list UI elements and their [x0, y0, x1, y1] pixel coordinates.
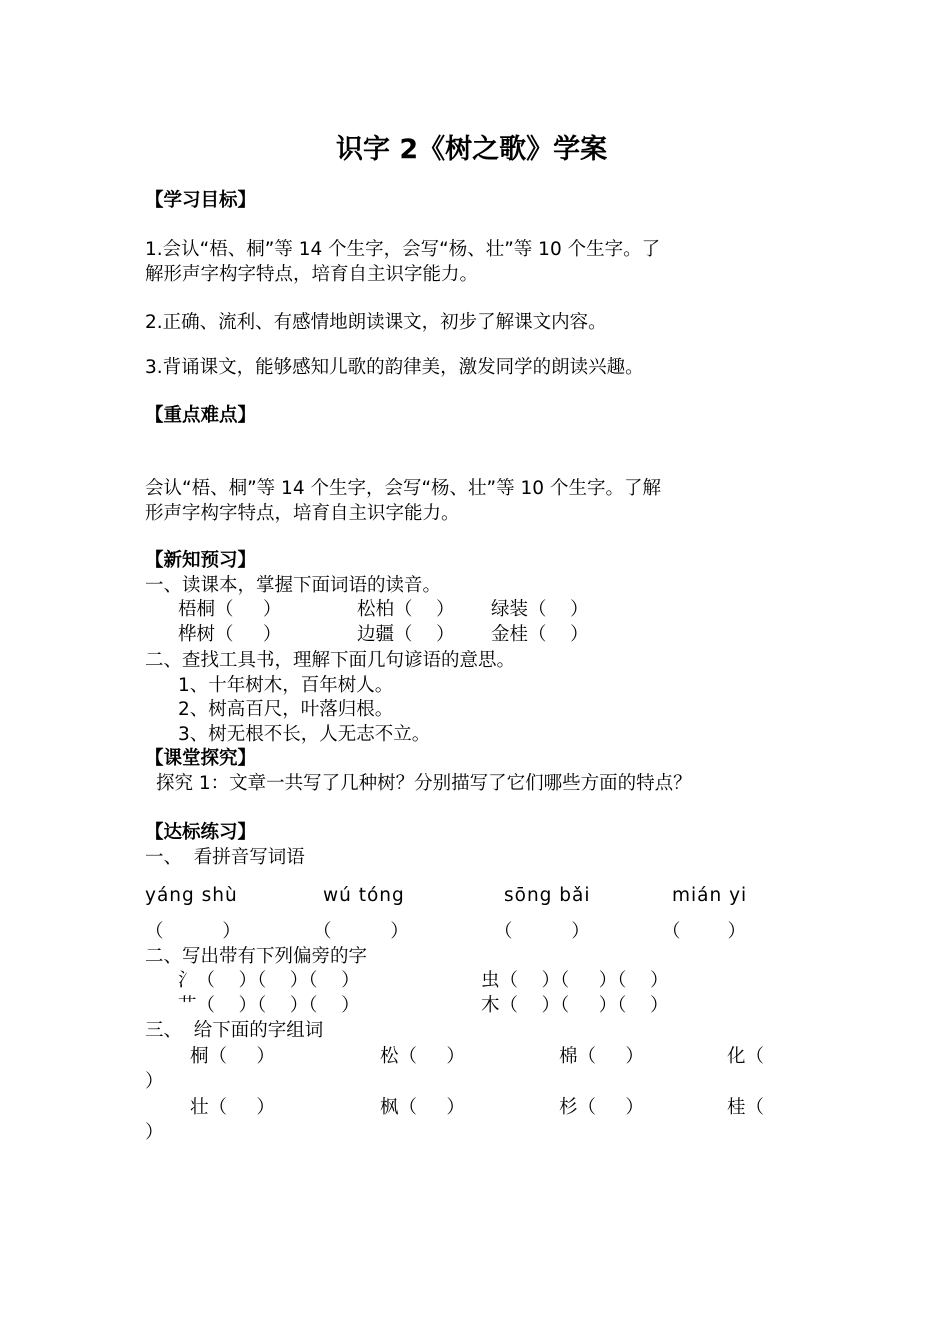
answer-blank: （ ）	[145, 921, 241, 942]
reading-item: 桦树（ ）	[178, 624, 282, 645]
proverb-item: 2、树高百尺，叶落归根。	[178, 699, 394, 720]
word-group-item: 松（ ）	[380, 1046, 465, 1067]
word-group-item: 枫（ ）	[380, 1097, 465, 1118]
objective-line-2: 解形声字构字特点，培育自主识字能力。	[145, 264, 479, 285]
reading-item: 绿装（ ）	[491, 599, 589, 620]
preview-question-1: 一、读课本，掌握下面词语的读音。	[145, 575, 442, 596]
pinyin-item: sōng bǎi	[504, 885, 591, 906]
word-group-item: 棉（ ）	[559, 1046, 644, 1067]
pinyin-item: mián yi	[672, 885, 748, 906]
word-group-close: ）	[145, 1122, 164, 1143]
radical-row: 艹（ ）（ ）（ ）	[178, 995, 360, 1016]
proverb-item: 1、十年树木，百年树人。	[178, 675, 394, 696]
word-group-item: 化（	[727, 1046, 765, 1067]
radical-row: 虫（ ）（ ）（ ）	[481, 970, 669, 991]
page-title: 识字 2《树之歌》学案	[336, 134, 608, 165]
radical-row: 木（ ）（ ）（ ）	[481, 995, 669, 1016]
explore-question: 探究 1：文章一共写了几种树？分别描写了它们哪些方面的特点？	[156, 773, 692, 794]
preview-heading: 【新知预习】	[145, 550, 257, 571]
word-group-close: ）	[145, 1071, 164, 1092]
practice-heading: 【达标练习】	[145, 822, 257, 843]
radical-row: 氵（ ）（ ）（ ）	[178, 970, 360, 991]
practice-question-1: 一、 看拼音写词语	[145, 847, 305, 868]
reading-item: 梧桐（ ）	[178, 599, 282, 620]
key-points-line-2: 形声字构字特点，培育自主识字能力。	[145, 503, 460, 524]
reading-item: 边疆（ ）	[357, 624, 455, 645]
reading-item: 松柏（ ）	[357, 599, 455, 620]
objective-line-4: 3.背诵课文，能够感知儿歌的韵律美，激发同学的朗读兴趣。	[145, 357, 644, 378]
practice-question-2: 二、写出带有下列偏旁的字	[145, 946, 368, 967]
word-group-item: 杉（ ）	[559, 1097, 644, 1118]
reading-item: 金桂（ ）	[491, 624, 589, 645]
word-group-item: 桂（	[727, 1097, 765, 1118]
pinyin-item: wú tóng	[323, 885, 405, 906]
key-points-heading: 【重点难点】	[145, 405, 257, 426]
preview-question-2: 二、查找工具书，理解下面几句谚语的意思。	[145, 650, 516, 671]
proverb-item: 3、树无根不长，人无志不立。	[178, 724, 431, 745]
word-group-item: 壮（ ）	[190, 1097, 275, 1118]
objective-line-1: 1.会认“梧、桐”等 14 个生字，会写“杨、壮”等 10 个生字。了	[145, 239, 661, 260]
word-group-item: 桐（ ）	[190, 1046, 275, 1067]
key-points-line-1: 会认“梧、桐”等 14 个生字，会写“杨、壮”等 10 个生字。了解	[145, 478, 661, 499]
explore-heading: 【课堂探究】	[145, 748, 257, 769]
answer-blank: （ ）	[494, 921, 590, 942]
practice-question-3: 三、 给下面的字组词	[145, 1020, 324, 1041]
answer-blank: （ ）	[313, 921, 409, 942]
pinyin-item: yáng shù	[145, 885, 238, 906]
objective-line-3: 2.正确、流利、有感情地朗读课文，初步了解课文内容。	[145, 312, 607, 333]
answer-blank: （ ）	[662, 921, 747, 942]
objectives-heading: 【学习目标】	[145, 190, 257, 211]
